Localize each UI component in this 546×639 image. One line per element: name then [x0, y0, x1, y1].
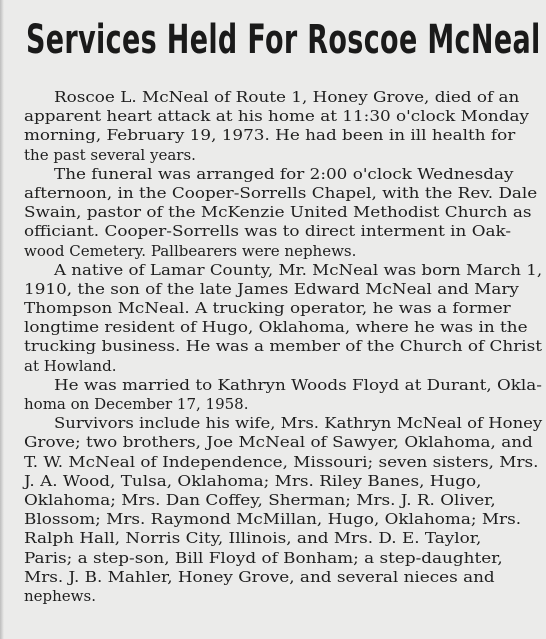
article-body: [24, 88, 542, 606]
text-line: J. A. Wood, Tulsa, Oklahoma; Mrs. Riley Banes, Hugo,: [24, 471, 482, 490]
text-line: The funeral was arranged for 2:00 o'clock Wednesday: [54, 164, 514, 183]
text-line: nephews.: [24, 586, 96, 605]
text-line: afternoon, in the Cooper-Sorrells Chapel, with the Rev. Dale: [24, 183, 538, 202]
text-line: Ralph Hall, Norris City, Illinois, and Mrs. D. E. Taylor,: [24, 529, 482, 548]
text-line: trucking business. He was a member of the Church of Christ: [24, 337, 542, 356]
text-line: Mrs. J. B. Mahler, Honey Grove, and several nieces and: [24, 567, 495, 586]
text-line: T. W. McNeal of Independence, Missouri; seven sisters, Mrs.: [24, 452, 539, 471]
paragraph: [24, 414, 542, 606]
text-line: apparent heart attack at his home at 11:30 o'clock Monday: [24, 107, 530, 126]
text-line: morning, February 19, 1973. He had been in ill health for: [24, 126, 516, 145]
text-line: A native of Lamar County, Mr. McNeal was born March 1,: [54, 260, 543, 279]
text-line: homa on December 17, 1958.: [24, 395, 249, 413]
text-line: Oklahoma; Mrs. Dan Coffey, Sherman; Mrs. J. R. Oliver,: [24, 490, 496, 509]
scan-edge: [0, 0, 4, 639]
text-line: Roscoe L. McNeal of Route 1, Honey Grove, died of an: [54, 88, 520, 106]
text-line: at Howland.: [24, 356, 117, 375]
text-line: Swain, pastor of the McKenzie United Methodist Church as: [24, 203, 532, 222]
text-line: Grove; two brothers, Joe McNeal of Sawyer, Oklahoma, and: [24, 433, 533, 452]
text-line: He was married to Kathryn Woods Floyd at Durant, Okla-: [54, 375, 542, 394]
text-line: officiant. Cooper-Sorrells was to direct interment in Oak-: [24, 222, 512, 241]
text-line: Paris; a step-son, Bill Floyd of Bonham; a step-daughter,: [24, 548, 503, 567]
paragraph: [24, 165, 542, 261]
headline: Services Held For Roscoe McNeal: [26, 17, 541, 63]
text-line: Blossom; Mrs. Raymond McMillan, Hugo, Oklahoma; Mrs.: [24, 510, 522, 529]
text-line: 1910, the son of the late James Edward McNeal and Mary: [24, 279, 519, 298]
paragraph: [24, 88, 542, 165]
paragraph: [24, 261, 542, 376]
paragraph: [24, 376, 542, 414]
text-line: wood Cemetery. Pallbearers were nephews.: [24, 241, 357, 260]
text-line: Thompson McNeal. A trucking operator, he was a former: [24, 299, 511, 318]
text-line: longtime resident of Hugo, Oklahoma, where he was in the: [24, 318, 528, 337]
text-line: Survivors include his wife, Mrs. Kathryn McNeal of Honey: [54, 414, 543, 433]
text-line: the past several years.: [24, 145, 196, 164]
